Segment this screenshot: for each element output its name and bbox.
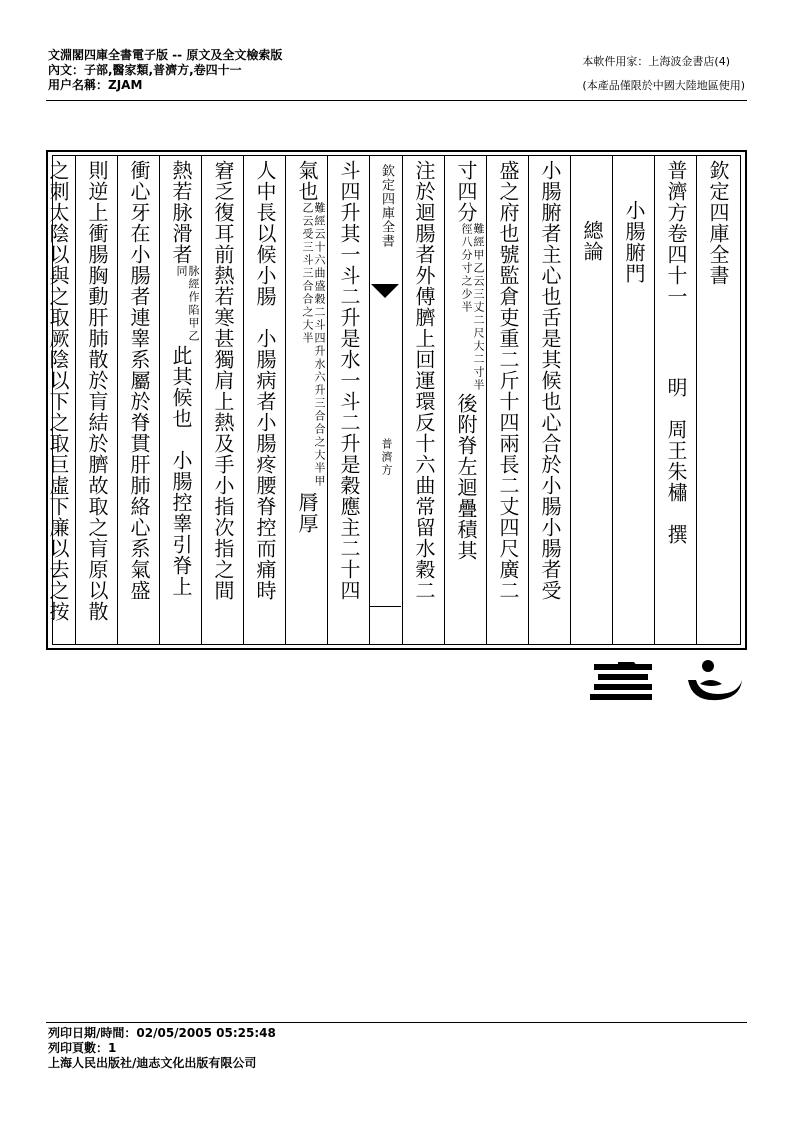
publisher-seal	[588, 654, 748, 710]
column-divider	[444, 156, 445, 644]
text-column-12: 窘乏復耳前熱若寒甚獨肩上熱及手小指次指之間	[211, 160, 235, 601]
header-licensee: 本軟件用家：上海波金書店(4)	[582, 55, 730, 68]
text-column-15: 則逆上衝腸胸動肝肺散於肓結於臍故取之肓原以散	[85, 160, 109, 622]
author-line: 明 周王朱橚 撰	[664, 377, 688, 545]
footer-rule	[46, 1022, 747, 1023]
volume-title: 普濟方卷四十一	[664, 160, 688, 307]
text-column-13: 熱若脉滑者脉經作陷甲乙同此其候也 小腸控睾引脊上	[169, 160, 200, 597]
text-column-2	[656, 160, 695, 640]
text-column-1: 欽定四庫全書	[706, 160, 730, 286]
print-page-count: 列印頁數：1	[48, 1041, 117, 1055]
column-divider	[528, 156, 529, 644]
text-column-9: 斗四升其一斗二升是水一斗二升是穀應主二十四	[337, 160, 361, 601]
column-divider	[654, 156, 655, 644]
print-datetime: 列印日期/時間：02/05/2005 05:25:48	[48, 1026, 276, 1040]
publisher-logo-icon	[588, 654, 748, 710]
header-rule	[46, 100, 747, 101]
footer	[48, 1026, 276, 1071]
text-column-7: 寸四分難經甲乙云三丈二尺大二寸半徑八分寸之少半後附脊左迴疊積其	[454, 160, 485, 561]
text-column-14: 衝心牙在小腸者連睾系屬於脊貫肝肺絡心系氣盛	[127, 160, 151, 601]
column-divider	[243, 156, 244, 644]
header-restriction: (本產品僅限於中國大陸地區使用)	[582, 79, 745, 92]
text-column-10: 氣也難經云十六曲盛穀二斗四升水六升三合合之大半甲乙云受三斗三合合之大半脣厚	[295, 160, 326, 534]
column-divider	[486, 156, 487, 644]
header-edition: 文淵閣四庫全書電子版 -- 原文及全文檢索版	[48, 48, 283, 62]
page-frame	[46, 150, 747, 650]
fishtail-mark	[371, 284, 399, 298]
text-column-5: 小腸腑者主心也舌是其候也心合於小腸小腸者受	[538, 160, 562, 601]
column-divider	[369, 156, 370, 644]
text-column-4: 總論	[580, 220, 604, 262]
publisher-line: 上海人民出版社/迪志文化出版有限公司	[48, 1056, 257, 1070]
header-section: 內文：子部,醫家類,普濟方,卷四十一	[48, 63, 242, 77]
annotation-note: 脉經作陷甲乙同	[175, 265, 200, 343]
column-divider	[285, 156, 286, 644]
text-column-11: 人中長以候小腸 小腸病者小腸疼腰脊控而痛時	[253, 160, 277, 601]
column-divider	[402, 156, 403, 644]
text-column-16: 之刺太陰以與之取厥陰以下之取巨虛下廉以去之按	[46, 160, 70, 622]
column-divider	[327, 156, 328, 644]
column-divider	[696, 156, 697, 644]
banner-book-title: 欽定四庫全書	[379, 164, 394, 248]
text-column-6: 盛之府也號監倉吏重二斤十四兩長二丈四尺廣二	[496, 160, 520, 601]
column-divider	[159, 156, 160, 644]
annotation-note: 難經云十六曲盛穀二斗四升水六升三合合之大半甲乙云受三斗三合合之大半	[301, 202, 326, 488]
banner-work-title: 普濟方	[380, 438, 393, 477]
text-column-3: 小腸腑門	[622, 200, 646, 284]
header-left	[48, 48, 282, 93]
column-divider	[612, 156, 613, 644]
column-divider	[201, 156, 202, 644]
banner-rule	[369, 606, 401, 607]
header-right	[582, 50, 745, 98]
page-inner-frame	[46, 155, 741, 645]
text-column-8: 注於迴腸者外傅臍上回運環反十六曲常留水穀二	[412, 160, 436, 601]
column-divider	[117, 156, 118, 644]
column-divider	[570, 156, 571, 644]
header-username: 用户名稱：ZJAM	[48, 78, 143, 92]
center-banner	[369, 156, 401, 644]
annotation-note: 難經甲乙云三丈二尺大二寸半徑八分寸之少半	[460, 223, 485, 392]
